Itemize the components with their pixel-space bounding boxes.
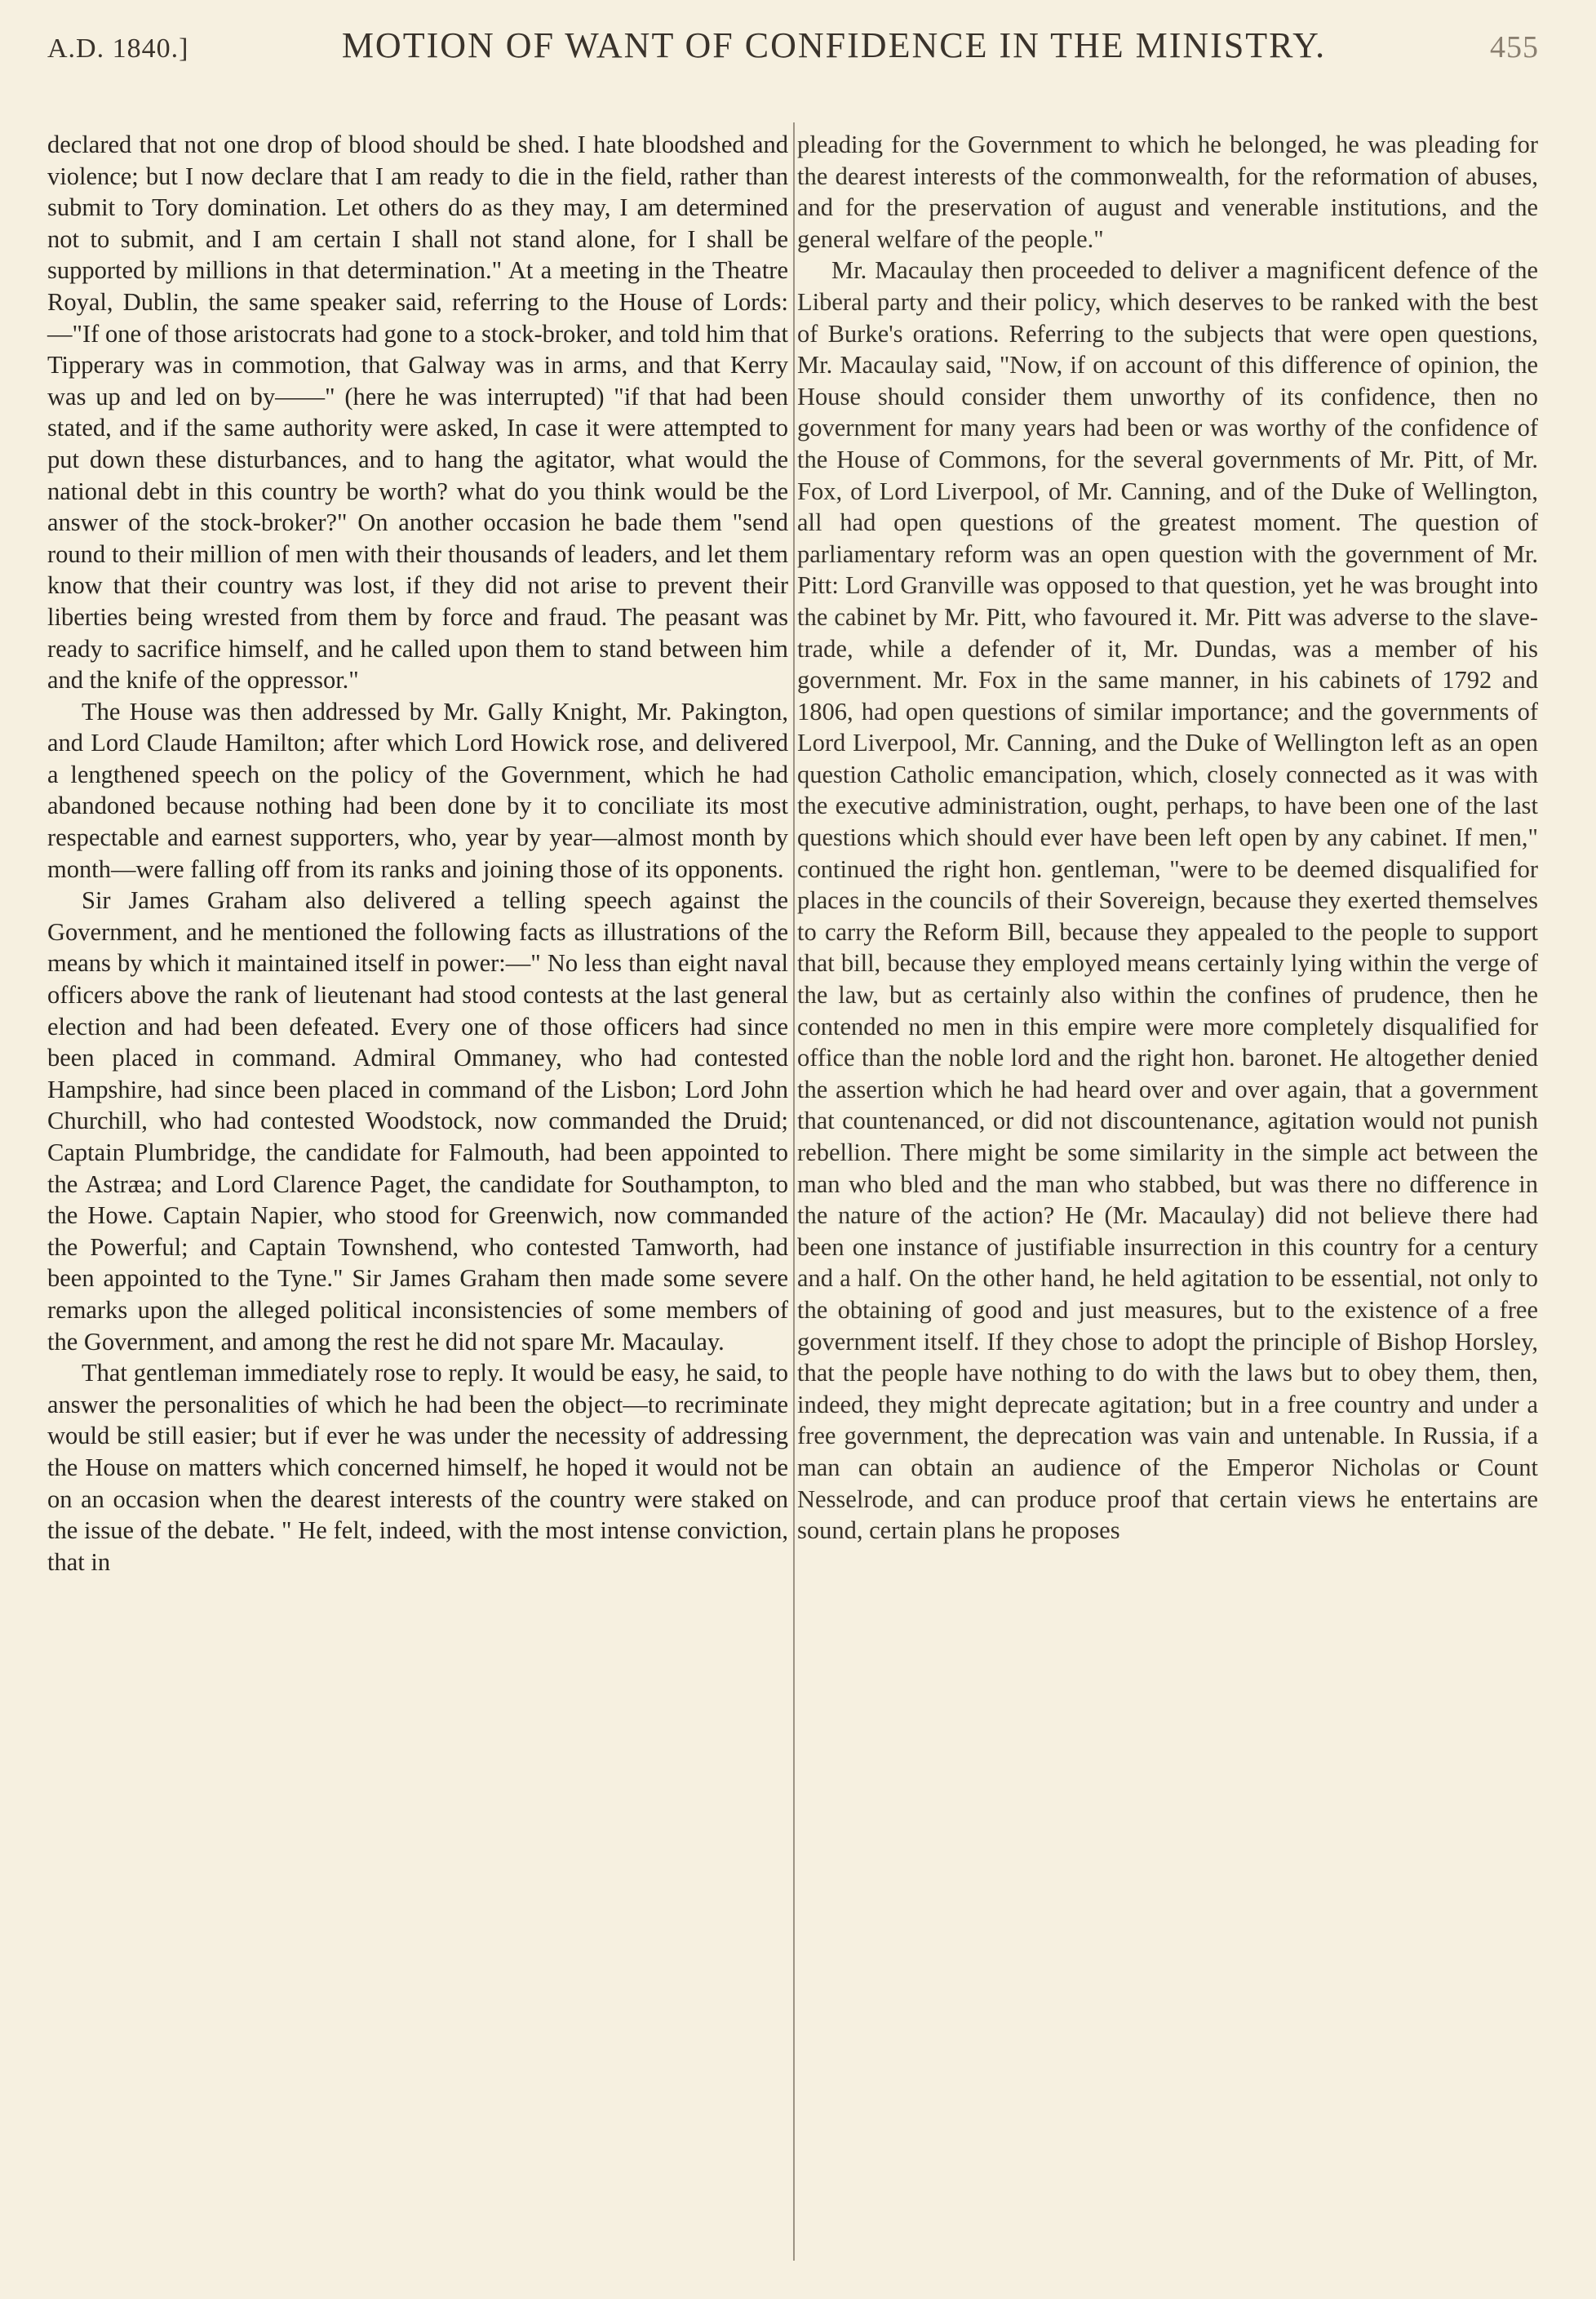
right-column xyxy=(797,129,1538,1547)
column-divider xyxy=(793,122,795,2261)
left-column xyxy=(47,129,788,1578)
page-number: 455 xyxy=(1490,30,1539,64)
paragraph-left-3: Sir James Graham also delivered a telling speech against the Government, and he mentioned the following facts as illustrations of the means by which it maintained itself in power:—" No less than eight naval officers above the rank of lieutenant had stood contests at the last general election and had been defeated. Every one of those officers had since been placed in command. Admiral Ommaney, who had contested Hampshire, had since been placed in command of the Lisbon; Lord John Churchill, who had contested Woodstock, now commanded the Druid; Captain Plumbridge, the candidate for Falmouth, had been appointed to the Astræa; and Lord Clarence Paget, the candidate for Southampton, to the Howe. Captain Napier, who stood for Greenwich, now commanded the Powerful; and Captain Townshend, who contested Tamworth, had been appointed to the Tyne." Sir James Graham then made some severe remarks upon the alleged political inconsistencies of some members of the Government, and among the rest he did not spare Mr. Macaulay. xyxy=(47,886,788,1356)
paragraph-right-1: pleading for the Government to which he belonged, he was pleading for the dearest interests of the commonwealth, for the reformation of abuses, and for the preservation of august and venerable institutions, and the general welfare of the people." xyxy=(797,131,1538,253)
running-head xyxy=(47,24,1539,82)
paragraph-right-2: Mr. Macaulay then proceeded to deliver a magnificent defence of the Liberal party and their policy, which deserves to be ranked with the best of Burke's orations. Referring to the subjects that were open questions, Mr. Macaulay said, "Now, if on account of this difference of opinion, the House should consider them unworthy of its confidence, then no government for many years had been or was worthy of the confidence of the House of Commons, for the several governments of Mr. Pitt, of Mr. Fox, of Lord Liverpool, of Mr. Canning, and of the Duke of Wellington, all had open questions of the greatest moment. The question of parliamentary reform was an open question with the government of Mr. Pitt: Lord Granville was opposed to that question, yet he was brought into the cabinet by Mr. Pitt, who favoured it. Mr. Pitt was adverse to the slave-trade, while a defender of it, Mr. Dundas, was a member of his government. Mr. Fox in the same manner, in his cabinets of 1792 and 1806, had open questions of similar importance; and the governments of Lord Liverpool, Mr. Canning, and the Duke of Wellington left as an open question Catholic emancipation, which, closely connected as it was with the executive administration, ought, perhaps, to have been one of the last questions which should ever have been left open by any cabinet. If men," continued the right hon. gentleman, "were to be deemed disqualified for places in the councils of their Sovereign, because they exerted themselves to carry the Reform Bill, because they appealed to the people to support that bill, because they employed means certainly lying within the verge of the law, but as certainly also within the confines of prudence, then he contended no men in this empire were more completely disqualified for office than the noble lord and the right hon. baronet. He altogether denied the assertion which he had heard over and over again, that a government that countenanced, or did not discountenance, agitation would not punish rebellion. There might be some similarity in the simple act between the man who bled and the man who stabbed, but was there no difference in the nature of the action? He (Mr. Macaulay) did not believe there had been one instance of justifiable insurrection in this country for a century and a half. On the other hand, he held agitation to be essential, not only to the obtaining of good and just measures, but to the existence of a free government itself. If they chose to adopt the principle of Bishop Horsley, that the people have nothing to do with the laws but to obey them, then, indeed, they might deprecate agitation; but in a free country and under a free government, the deprecation was vain and untenable. In Russia, if a man can obtain an audience of the Emperor Nicholas or Count Nesselrode, and can produce proof that certain views he entertains are sound, certain plans he proposes xyxy=(797,256,1538,1545)
header-date: A.D. 1840.] xyxy=(47,33,189,64)
paragraph-left-2: The House was then addressed by Mr. Gally Knight, Mr. Pakington, and Lord Claude Hamilton; after which Lord Howick rose, and delivered a lengthened speech on the policy of the Government, which he had abandoned because nothing had been done by it to conciliate its most respectable and earnest supporters, who, year by year—almost month by month—were falling off from its ranks and joining those of its opponents. xyxy=(47,697,788,883)
paragraph-left-1: declared that not one drop of blood should be shed. I hate bloodshed and violence; but I now declare that I am ready to die in the field, rather than submit to Tory domination. Let others do as they may, I am determined not to submit, and I am certain I shall not stand alone, for I shall be supported by millions in that determination." At a meeting in the Theatre Royal, Dublin, the same speaker said, referring to the House of Lords: —"If one of those aristocrats had gone to a stock-broker, and told him that Tipperary was in commotion, that Galway was in arms, and that Kerry was up and led on by——" (here he was interrupted) "if that had been stated, and if the same authority were asked, In case it were attempted to put down these disturbances, and to hang the agitator, what would the national debt in this country be worth? what do you think would be the answer of the stock-broker?" On another occasion he bade them "send round to their million of men with their thousands of leaders, and let them know that their country was lost, if they did not arise to prevent their liberties being wrested from them by force and fraud. The peasant was ready to sacrifice himself, and he called upon them to stand between him and the knife of the oppressor." xyxy=(47,131,788,695)
paragraph-left-4: That gentleman immediately rose to reply. It would be easy, he said, to answer the personalities of which he had been the object—to recriminate would be still easier; but if ever he was under the necessity of addressing the House on matters which concerned himself, he hoped it would not be on an occasion when the dearest interests of the country were staked on the issue of the debate. " He felt, indeed, with the most intense conviction, that in xyxy=(47,1359,788,1576)
header-title: MOTION OF WANT OF CONFIDENCE IN THE MINISTRY. xyxy=(341,25,1327,65)
